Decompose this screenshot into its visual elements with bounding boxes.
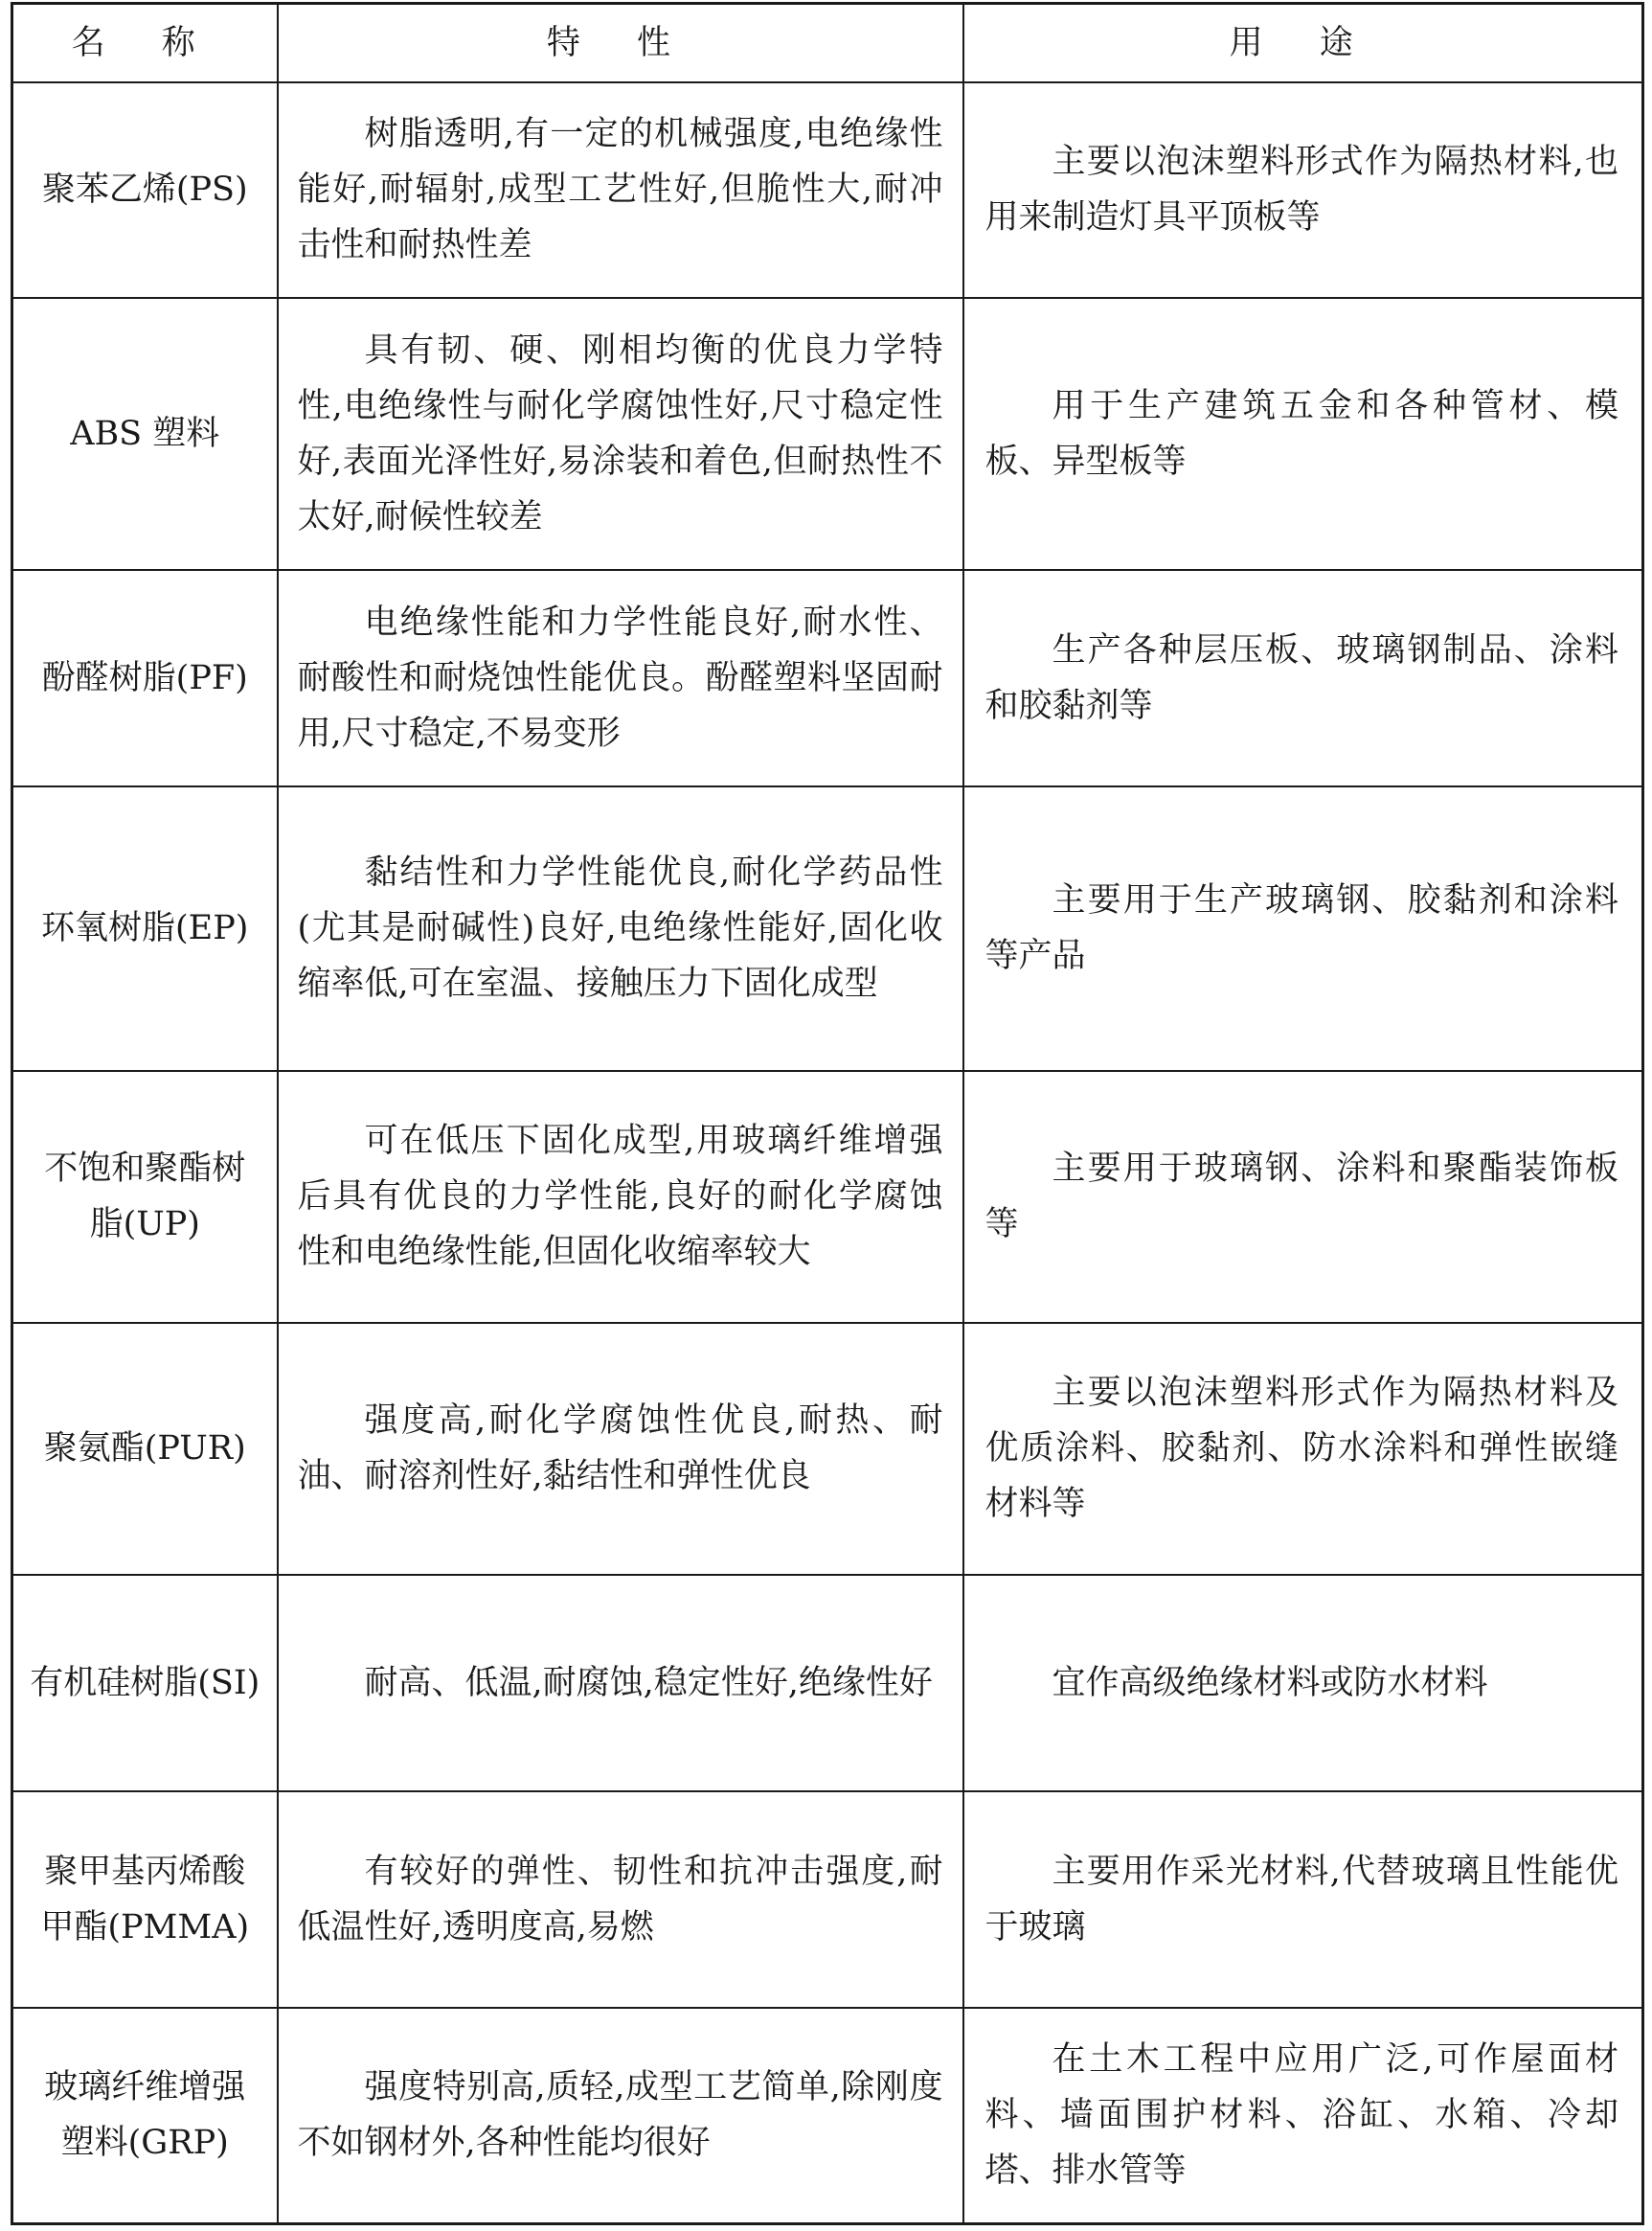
table-row <box>12 2008 1643 2224</box>
material-use: 在土木工程中应用广泛,可作屋面材料、墙面围护材料、浴缸、水箱、冷却塔、排水管等 <box>963 2008 1643 2224</box>
material-name: 有机硅树脂(SI) <box>12 1575 278 1791</box>
material-use: 主要用于生产玻璃钢、胶黏剂和涂料等产品 <box>963 786 1643 1071</box>
table-row <box>12 786 1643 1071</box>
material-name: 不饱和聚酯树脂(UP) <box>12 1071 278 1323</box>
material-property: 电绝缘性能和力学性能良好,耐水性、耐酸性和耐烧蚀性能优良。酚醛塑料坚固耐用,尺寸稳定,不易变形 <box>278 570 963 786</box>
material-property: 树脂透明,有一定的机械强度,电绝缘性能好,耐辐射,成型工艺性好,但脆性大,耐冲击性和耐热性差 <box>278 82 963 298</box>
table-row <box>12 298 1643 570</box>
header-name: 名 称 <box>12 4 278 82</box>
material-name: 聚甲基丙烯酸甲酯(PMMA) <box>12 1791 278 2008</box>
table-row <box>12 82 1643 298</box>
plastics-properties-table <box>11 2 1644 2225</box>
table-row <box>12 1323 1643 1575</box>
material-name: 聚氨酯(PUR) <box>12 1323 278 1575</box>
material-use: 主要以泡沫塑料形式作为隔热材料,也用来制造灯具平顶板等 <box>963 82 1643 298</box>
material-use: 主要用于玻璃钢、涂料和聚酯装饰板等 <box>963 1071 1643 1323</box>
material-use: 宜作高级绝缘材料或防水材料 <box>963 1575 1643 1791</box>
table-row <box>12 1071 1643 1323</box>
material-property: 黏结性和力学性能优良,耐化学药品性(尤其是耐碱性)良好,电绝缘性能好,固化收缩率低,可在室温、接触压力下固化成型 <box>278 786 963 1071</box>
table-row <box>12 570 1643 786</box>
table-header-row <box>12 4 1643 82</box>
material-name: 环氧树脂(EP) <box>12 786 278 1071</box>
material-property: 耐高、低温,耐腐蚀,稳定性好,绝缘性好 <box>278 1575 963 1791</box>
material-use: 主要用作采光材料,代替玻璃且性能优于玻璃 <box>963 1791 1643 2008</box>
table-row <box>12 1575 1643 1791</box>
header-property: 特 性 <box>278 4 963 82</box>
material-name: 酚醛树脂(PF) <box>12 570 278 786</box>
material-property: 可在低压下固化成型,用玻璃纤维增强后具有优良的力学性能,良好的耐化学腐蚀性和电绝缘性能,但固化收缩率较大 <box>278 1071 963 1323</box>
material-property: 强度高,耐化学腐蚀性优良,耐热、耐油、耐溶剂性好,黏结性和弹性优良 <box>278 1323 963 1575</box>
material-name: ABS 塑料 <box>12 298 278 570</box>
material-use: 生产各种层压板、玻璃钢制品、涂料和胶黏剂等 <box>963 570 1643 786</box>
material-use: 主要以泡沫塑料形式作为隔热材料及优质涂料、胶黏剂、防水涂料和弹性嵌缝材料等 <box>963 1323 1643 1575</box>
material-name: 聚苯乙烯(PS) <box>12 82 278 298</box>
material-name: 玻璃纤维增强塑料(GRP) <box>12 2008 278 2224</box>
material-property: 具有韧、硬、刚相均衡的优良力学特性,电绝缘性与耐化学腐蚀性好,尺寸稳定性好,表面光泽性好,易涂装和着色,但耐热性不太好,耐候性较差 <box>278 298 963 570</box>
material-property: 强度特别高,质轻,成型工艺简单,除刚度不如钢材外,各种性能均很好 <box>278 2008 963 2224</box>
material-use: 用于生产建筑五金和各种管材、模板、异型板等 <box>963 298 1643 570</box>
material-property: 有较好的弹性、韧性和抗冲击强度,耐低温性好,透明度高,易燃 <box>278 1791 963 2008</box>
table-row <box>12 1791 1643 2008</box>
header-use: 用 途 <box>963 4 1643 82</box>
